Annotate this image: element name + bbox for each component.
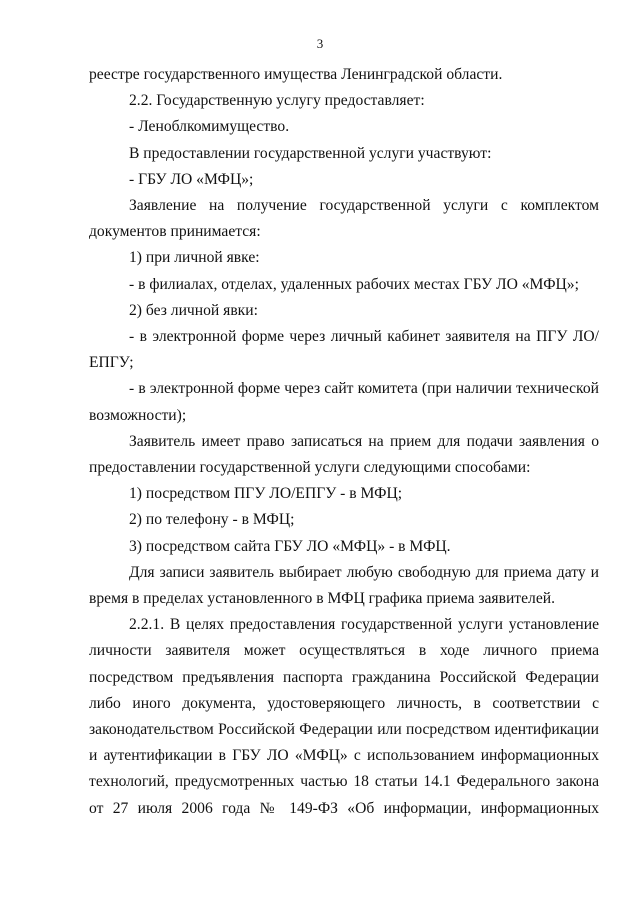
paragraph: Для записи заявитель выбирает любую свободную для приема дату и время в пределах установленного в МФЦ графика приема заявителей. (89, 563, 599, 608)
page-number: 3 (316, 36, 324, 51)
document-body (89, 62, 599, 822)
list-item: - в филиалах, отделах, удаленных рабочих местах ГБУ ЛО «МФЦ»; (129, 275, 579, 293)
list-item: - в электронной форме через сайт комитета (при наличии технической возможности); (89, 380, 599, 424)
paragraph: В предоставлении государственной услуги участвуют: (129, 144, 492, 162)
list-item: - ГБУ ЛО «МФЦ»; (129, 170, 254, 188)
list-item: 3) посредством сайта ГБУ ЛО «МФЦ» - в МФЦ. (129, 537, 451, 555)
paragraph: Заявитель имеет право записаться на прием для подачи заявления о предоставлении государственной услуги следующими способами: (89, 432, 599, 477)
paragraph: реестре государственного имущества Ленинградской области. (89, 66, 503, 83)
section-paragraph: 2.2.1. В целях предоставления государственной услуги установление личности заявителя может осуществляться в ходе личного приема посредством предъявления паспорта гражданина Российской Федерации либо иного документа, удостоверяющего личность, в соответствии с законодательством Российской Федерации или посредством идентификации и аутентификации в ГБУ ЛО «МФЦ» с использованием информационных технологий, предусмотренных частью 18 статьи 14.1 Федерального закона от 27 июля 2006 года № 149-ФЗ «Об информации, информационных (89, 616, 599, 817)
list-item: 2) по телефону - в МФЦ; (129, 511, 295, 529)
list-item: 1) посредством ПГУ ЛО/ЕПГУ - в МФЦ; (129, 485, 403, 503)
list-item: 2) без личной явки: (129, 301, 258, 319)
list-item: - Леноблкомимущество. (129, 118, 290, 136)
section-heading: 2.2. Государственную услугу предоставляет: (129, 92, 425, 110)
list-item: - в электронной форме через личный кабинет заявителя на ПГУ ЛО/ЕПГУ; (89, 328, 599, 372)
paragraph: Заявление на получение государственной услуги с комплектом документов принимается: (89, 197, 599, 241)
list-item: 1) при личной явке: (129, 249, 260, 267)
